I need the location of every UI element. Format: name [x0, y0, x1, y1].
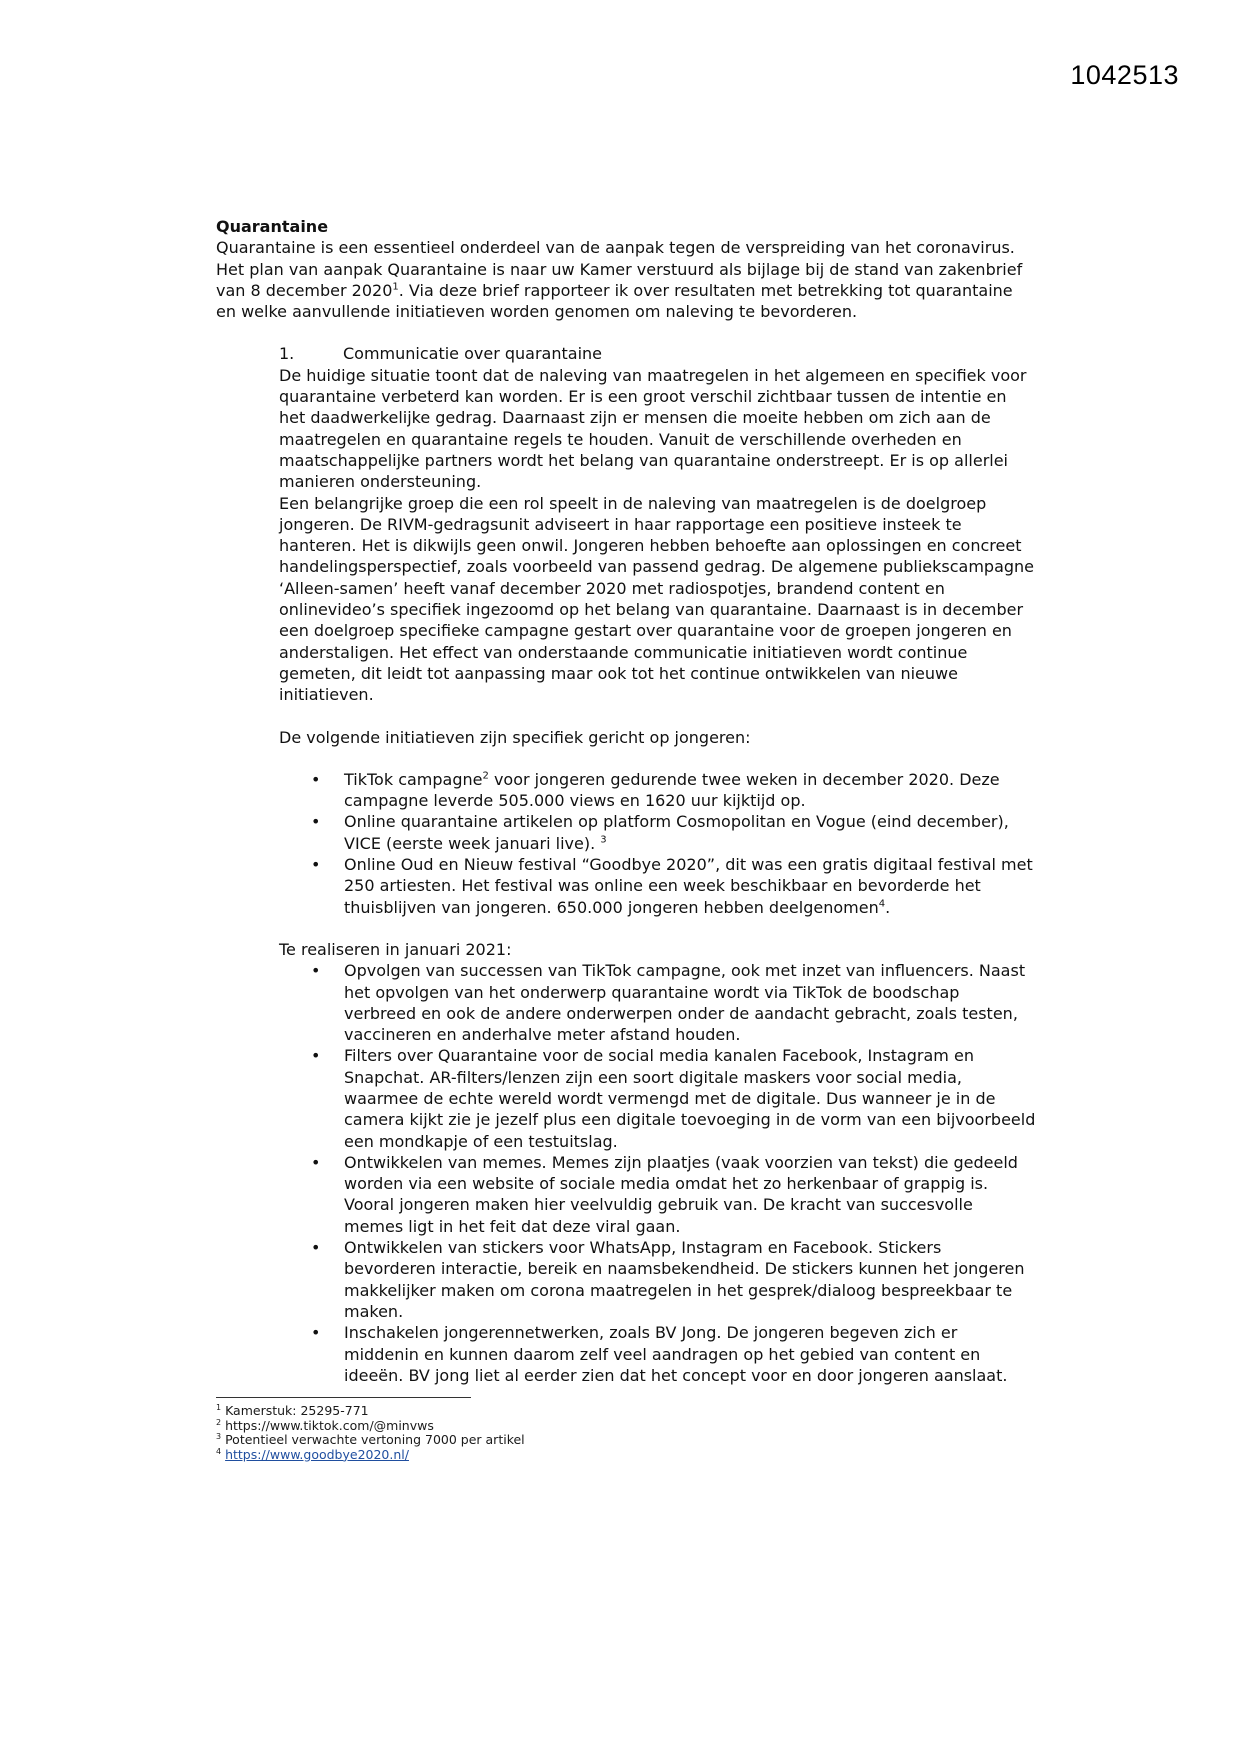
bullet-icon: •	[311, 769, 321, 789]
bullet-icon: •	[311, 1323, 321, 1343]
footnote-ref: 2	[482, 770, 489, 782]
list-item: • Online quarantaine artikelen op platform Cosmopolitan en Vogue (eind december), VICE (eerste week januari live). $^3$	[311, 812, 1009, 853]
bullet-icon: •	[311, 1238, 321, 1258]
footnote-ref: 1	[392, 281, 399, 293]
list-item: • Filters over Quarantaine voor de social media kanalen Facebook, Instagram en Snapchat. AR-filters/lenzen zijn een soort digitale maskers voor social media, waarmee de echte wereld wordt vermengd met de digitale. Dus wanneer je in de camera kijkt zie je jezelf plus een digitale toevoeging in de vorm van een bijvoorbeeld een mondkapje of een testuitslag.	[311, 1046, 1036, 1151]
bullet-icon: •	[311, 1046, 321, 1066]
footnote-4: $^4$ https://www.goodbye2020.nl/	[216, 1446, 409, 1462]
intro-paragraph: Quarantaine is een essentieel onderdeel van de aanpak tegen de verspreiding van het coronavirus. Het plan van aanpak Quarantaine is naar uw Kamer verstuurd als bijlage bij de stand van zakenbrief van 8 december 2020$^1$. Via deze brief rapporteer ik over resultaten met betrekking tot quarantaine en welke aanvullende initiatieven worden genomen om naleving te bevorderen.	[216, 238, 1023, 322]
footnote-ref: 3	[600, 834, 607, 846]
list-item: • Opvolgen van successen van TikTok campagne, ook met inzet van influencers. Naast het opvolgen van het onderwerp quarantaine wordt via TikTok de boodschap verbreed en ook de andere onderwerpen onder de aandacht gebracht, zoals testen, vaccineren en anderhalve meter afstand houden.	[311, 961, 1026, 1045]
list-item: • Ontwikkelen van memes. Memes zijn plaatjes (vaak voorzien van tekst) die gedeeld worden via een website of sociale media omdat het zo herkenbaar of grappig is. Vooral jongeren maken hier veelvuldig gebruik van. De kracht van succesvolle memes ligt in het feit dat deze viral gaan.	[311, 1152, 1018, 1236]
paragraph-1: De huidige situatie toont dat de naleving van maatregelen in het algemeen en specifiek voor quarantaine verbeterd kan worden. Er is een groot verschil zichtbaar tussen de intentie en het daadwerkelijke gedrag. Daarnaast zijn er mensen die moeite hebben om zich aan de maatregelen en quarantaine regels te houden. Vanuit de verschillende overheden en maatschappelijke partners wordt het belang van quarantaine onderstreept. Er is op allerlei manieren ondersteuning.	[279, 365, 1027, 492]
bullet-icon: •	[311, 855, 321, 875]
document-body	[216, 216, 1036, 1386]
list-item: • TikTok campagne$^2$ voor jongeren gedurende twee weken in december 2020. Deze campagne leverde 505.000 views en 1620 uur kijktijd op.	[311, 769, 1000, 811]
bullet-icon: •	[311, 812, 321, 832]
section-heading: Quarantaine	[216, 217, 329, 236]
footnotes	[216, 1397, 525, 1462]
list-item: • Ontwikkelen van stickers voor WhatsApp, Instagram en Facebook. Stickers bevorderen interactie, bereik en naamsbekendheid. De stickers kunnen het jongeren makkelijker maken om corona maatregelen in het gesprek/dialoog bespreekbaar te maken.	[311, 1238, 1025, 1321]
planned-list	[279, 960, 1036, 1386]
footnote-1: $^1$ Kamerstuk: 25295-771	[216, 1402, 369, 1418]
footnote-link[interactable]: https://www.goodbye2020.nl/	[225, 1446, 409, 1462]
footnote-2: $^2$ https://www.tiktok.com/@minvws	[216, 1417, 434, 1433]
footnote-3: $^3$ Potentieel verwachte vertoning 7000 per artikel	[216, 1432, 525, 1448]
section-1	[279, 343, 1036, 1386]
bullet-icon: •	[311, 961, 321, 981]
initiatives-list	[279, 769, 1036, 918]
bullet-icon: •	[311, 1152, 321, 1172]
list-item: • Inschakelen jongerennetwerken, zoals BV Jong. De jongeren begeven zich er middenin en kunnen daarom zelf veel aandragen op het gebied van content en ideeën. BV jong liet al eerder zien dat het concept voor en door jongeren aanslaat.	[311, 1323, 1008, 1385]
document-number: 1042513	[1070, 60, 1179, 90]
paragraph-2: Een belangrijke groep die een rol speelt in de naleving van maatregelen is de doelgroep jongeren. De RIVM-gedragsunit adviseert in haar rapportage een positieve insteek te hanteren. Het is dikwijls geen onwil. Jongeren hebben behoefte aan oplossingen en concreet handelingsperspectief, zoals voorbeeld van passend gedrag. De algemene publiekscampagne ‘Alleen-samen’ heeft vanaf december 2020 met radiospotjes, brandend content en onlinevideo’s specifiek ingezoomd op het belang van quarantaine. Daarnaast is in december een doelgroep specifieke campagne gestart over quarantaine voor de groepen jongeren en anderstaligen. Het effect van onderstaande communicatie initiatieven wordt continue gemeten, dit leidt tot aanpassing maar ook tot het continue ontwikkelen van nieuwe initiatieven.	[279, 493, 1035, 705]
list-1-intro: De volgende initiatieven zijn specifiek gericht op jongeren:	[279, 727, 751, 747]
list-2-intro: Te realiseren in januari 2021:	[279, 939, 512, 959]
subsection-heading: 1. Communicatie over quarantaine	[279, 344, 603, 364]
footnote-divider	[216, 1397, 471, 1398]
list-item: • Online Oud en Nieuw festival “Goodbye 2020”, dit was een gratis digitaal festival met 250 artiesten. Het festival was online een week beschikbaar en bevorderde het thuisblijven van jongeren. 650.000 jongeren hebben deelgenomen$^4$.	[311, 855, 1033, 917]
footnote-ref: 4	[878, 898, 886, 910]
